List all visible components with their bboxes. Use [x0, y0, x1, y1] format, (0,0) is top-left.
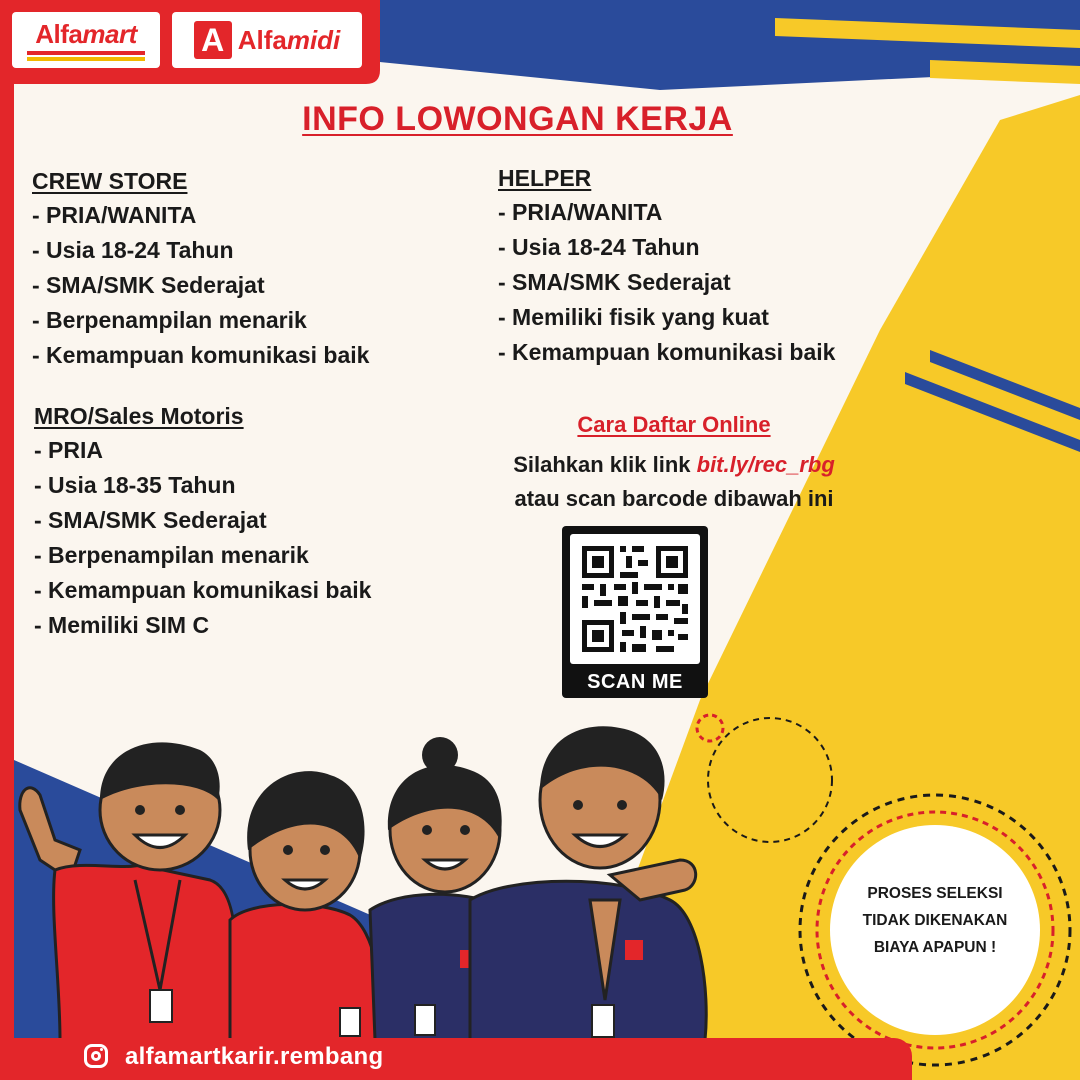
requirement-item: - SMA/SMK Sederajat	[498, 269, 731, 295]
person-2	[230, 771, 381, 1040]
alfamidi-logo	[172, 12, 362, 68]
instagram-icon[interactable]	[84, 1044, 108, 1068]
employee-illustration	[0, 700, 720, 1040]
requirement-item: - SMA/SMK Sederajat	[34, 507, 267, 533]
requirement-item: - Kemampuan komunikasi baik	[34, 577, 372, 603]
page-title: INFO LOWONGAN KERJA	[302, 100, 733, 138]
person-1	[20, 742, 236, 1040]
requirement-item: - SMA/SMK Sederajat	[32, 272, 265, 298]
requirement-item: - Berpenampilan menarik	[32, 307, 307, 333]
registration-text-2: atau scan barcode dibawah ini	[514, 486, 834, 511]
section-helper	[498, 161, 835, 370]
requirement-item: - Berpenampilan menarik	[34, 542, 309, 568]
requirement-item: - PRIA/WANITA	[32, 202, 197, 228]
qr-code-icon	[570, 534, 700, 664]
alfamidi-logo-text-a: Alfa	[237, 24, 287, 55]
section-mro-sales	[34, 399, 371, 643]
requirement-item: - Usia 18-35 Tahun	[34, 472, 236, 498]
requirement-item: - Kemampuan komunikasi baik	[32, 342, 370, 368]
registration-link[interactable]: bit.ly/rec_rbg	[696, 452, 835, 477]
qr-label: SCAN ME	[587, 671, 683, 693]
registration-text: Silahkan klik link	[513, 452, 697, 477]
alfamidi-logo-text-b: midi	[286, 24, 341, 55]
requirement-item: - PRIA/WANITA	[498, 199, 663, 225]
notice-line: TIDAK DIKENAKAN	[862, 912, 1008, 929]
alfamidi-mark-icon: A	[194, 21, 232, 59]
requirement-item: - Kemampuan komunikasi baik	[498, 339, 836, 365]
section-crew-store	[32, 164, 369, 373]
alfamart-logo-text-a: Alfa	[35, 19, 83, 49]
qr-code[interactable]	[562, 526, 708, 698]
alfamart-logo-text-b: mart	[82, 19, 137, 49]
section-title: MRO/Sales Motoris	[34, 403, 244, 429]
requirement-item: - Memiliki SIM C	[34, 612, 210, 638]
requirement-item: - PRIA	[34, 437, 103, 463]
requirement-item: - Memiliki fisik yang kuat	[498, 304, 769, 330]
selection-notice	[840, 880, 1030, 961]
registration-title: Cara Daftar Online	[577, 412, 771, 437]
notice-line: PROSES SELEKSI	[867, 885, 1003, 902]
person-4	[470, 726, 706, 1040]
registration-info	[474, 410, 874, 516]
requirement-item: - Usia 18-24 Tahun	[498, 234, 700, 260]
section-title: HELPER	[498, 165, 592, 191]
section-title: CREW STORE	[32, 168, 188, 194]
notice-line: BIAYA APAPUN !	[873, 939, 997, 956]
instagram-handle[interactable]: alfamartkarir.rembang	[125, 1043, 384, 1070]
alfamart-logo	[12, 12, 160, 68]
requirement-item: - Usia 18-24 Tahun	[32, 237, 234, 263]
